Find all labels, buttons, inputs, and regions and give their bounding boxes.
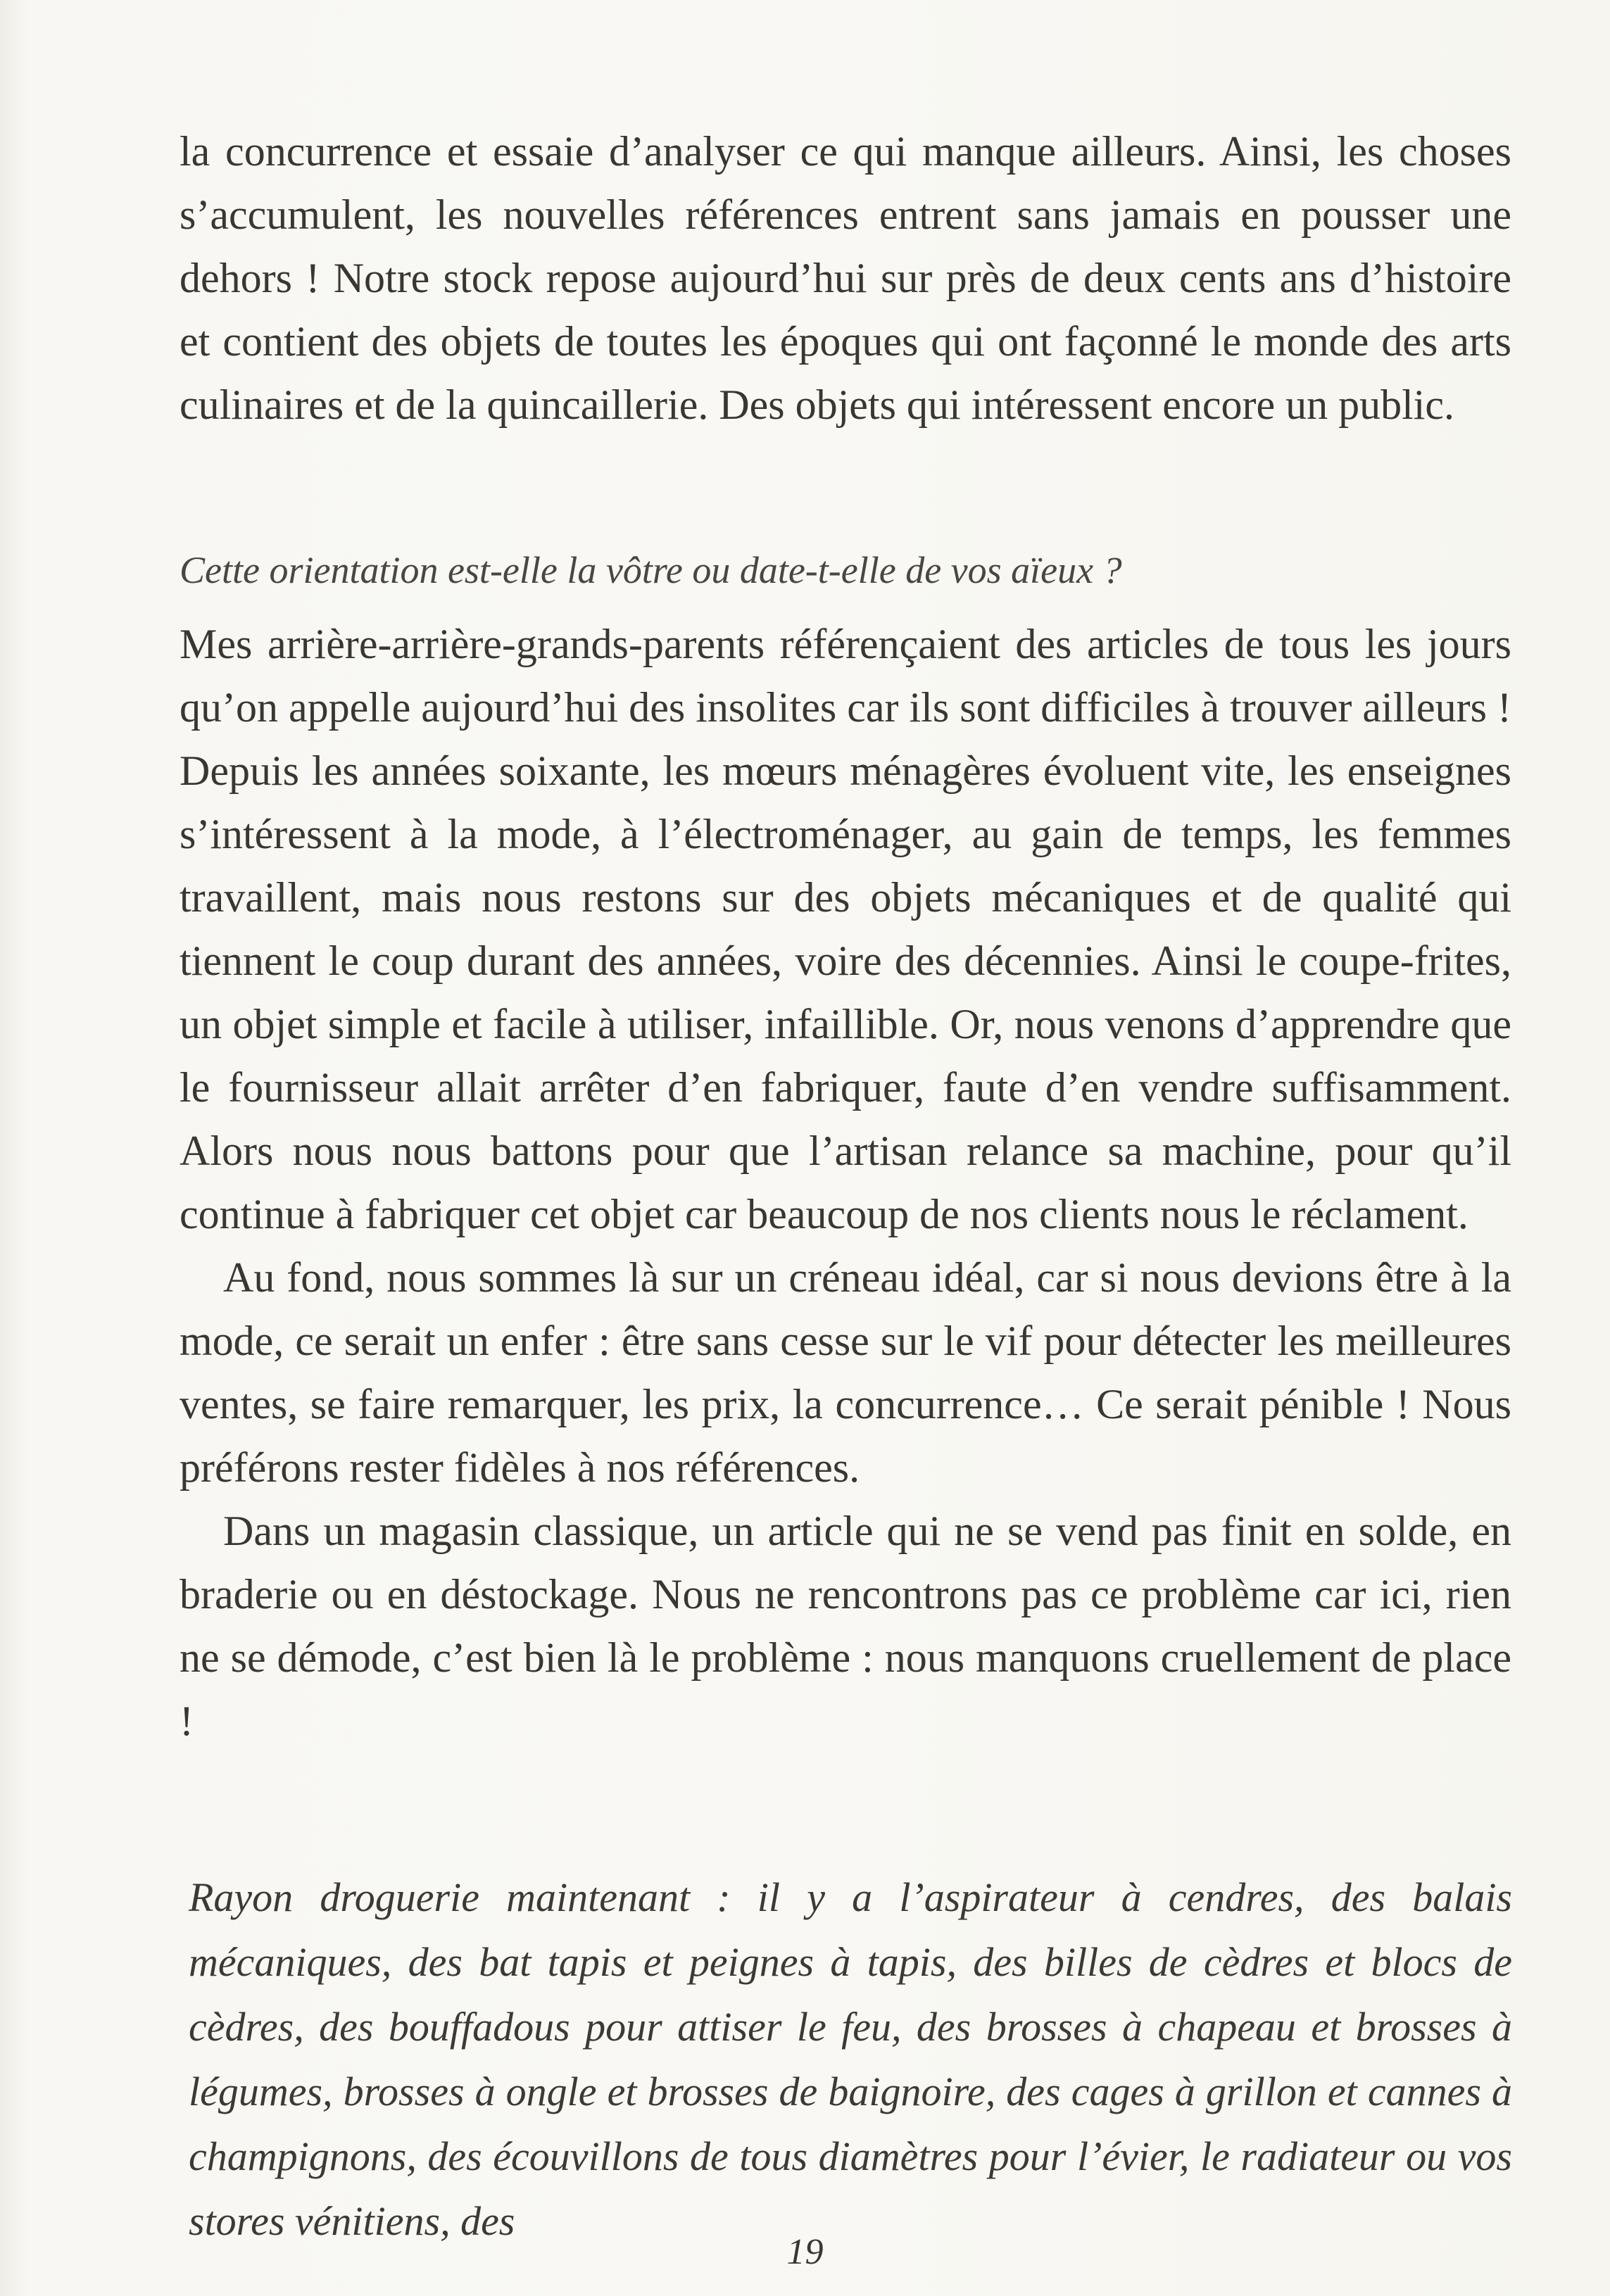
answer-paragraph-3: Dans un magasin classique, un article qui ne se vend pas finit en solde, en braderie ou en déstockage. Nous ne rencontrons pas ce problème car ici, rien ne se démode, c’est bien là le problème : nous manquons cruellement de place ! (180, 1508, 1511, 1744)
interview-question: Cette orientation est-elle la vôtre ou date-t-elle de vos aïeux ? (180, 549, 1122, 591)
answer-paragraph-1: Mes arrière-arrière-grands-parents référençaient des articles de tous les jours qu’on appelle aujourd’hui des insolites car ils sont difficiles à trouver ailleurs ! Depuis les années soixante, les mœurs ménagères évoluent vite, les enseignes s’intéressent à la mode, à l’électroménager, au gain de temps, les femmes travaillent, mais nous restons sur des objets mécaniques et de qualité qui tiennent le coup durant des années, voire des décennies. Ainsi le coupe-frites, un objet simple et facile à utiliser, infaillible. Or, nous venons d’apprendre que le fournisseur allait arrêter d’en fabriquer, faute d’en vendre suffisamment. Alors nous nous battons pour que l’artisan relance sa machine, pour qu’il continue à fabriquer cet objet car beaucoup de nos clients nous le réclament. (180, 621, 1511, 1237)
opening-paragraph-block (180, 120, 1511, 436)
answer-block (180, 612, 1511, 1753)
answer-paragraph-2: Au fond, nous sommes là sur un créneau idéal, car si nous devions être à la mode, ce serait un enfer : être sans cesse sur le vif pour détecter les meilleures ventes, se faire remarquer, les prix, la concurrence… Ce serait pénible ! Nous préférons rester fidèles à nos références. (180, 1254, 1511, 1491)
opening-paragraph: la concurrence et essaie d’analyser ce qui manque ailleurs. Ainsi, les choses s’accumulent, les nouvelles références entrent sans jamais en pousser une dehors ! Notre stock repose aujourd’hui sur près de deux cents ans d’histoire et contient des objets de toutes les époques qui ont façonné le monde des arts culinaires et de la quincaillerie. Des objets qui intéressent encore un public. (180, 128, 1511, 428)
page-number: 19 (786, 2232, 824, 2272)
italic-inventory-passage: Rayon droguerie maintenant : il y a l’aspirateur à cendres, des balais mécaniques, des bat tapis et peignes à tapis, des billes de cèdres et blocs de cèdres, des bouffadous pour attiser le feu, des brosses à chapeau et brosses à légumes, brosses à ongle et brosses de baignoire, des cages à grillon et cannes à champignons, des écouvillons de tous diamètres pour l’évier, le radiateur ou vos stores vénitiens, des (189, 1874, 1512, 2244)
